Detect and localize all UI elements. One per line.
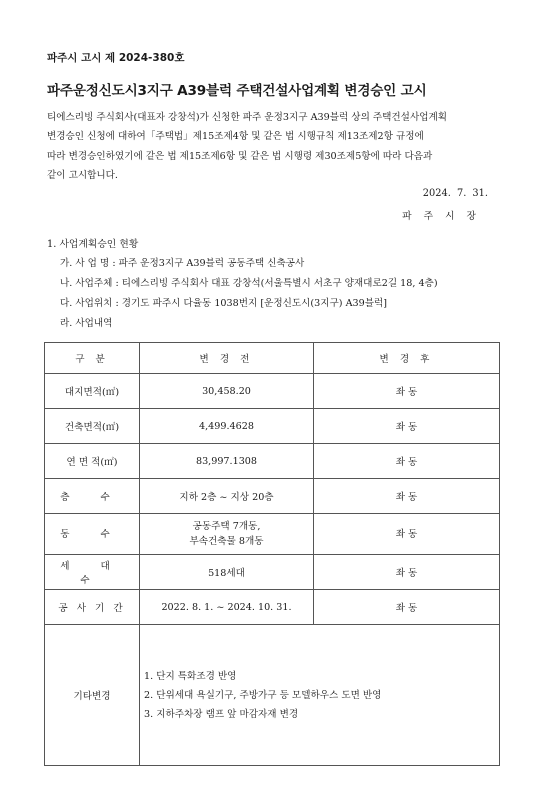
issuer-name: 파주시장 [402,211,488,222]
row-after: 좌 동 [314,590,500,625]
notice-body [47,108,495,186]
header-category: 구 분 [45,343,140,374]
table-header-row [45,343,500,374]
row-before-line: 공동주택 7개동, [192,521,261,532]
header-before: 변 경 전 [140,343,314,374]
row-label: 건축면적(㎡) [45,409,140,444]
row-after: 좌 동 [314,479,500,514]
other-change-item: 1. 단지 특화조경 반영 [144,670,237,682]
project-owner-item: 나. 사업주체 : 티에스리빙 주식회사 대표 강창석(서울특별시 서초구 양재대로2길 18, 4층) [60,278,438,289]
section-heading: 1. 사업계획승인 현황 [47,239,139,250]
row-after: 좌 동 [314,555,500,590]
row-before: 2022. 8. 1. ~ 2024. 10. 31. [140,590,314,625]
other-changes-list [140,625,500,766]
body-line: 따라 변경승인하였기에 같은 법 제15조제6항 및 같은 법 시행령 제30조제5항에 따라 다음과 [47,150,433,162]
project-location-item: 다. 사업위치 : 경기도 파주시 다율동 1038번지 [운정신도시(3지구) A39블럭] [60,298,387,309]
table-row [45,374,500,409]
row-label: 층 수 [45,479,140,514]
row-before-line: 부속건축물 8개동 [189,536,264,547]
row-after: 좌 동 [314,444,500,479]
row-before [140,514,314,555]
table-row [45,590,500,625]
row-after: 좌 동 [314,409,500,444]
other-change-item: 2. 단위세대 욕실기구, 주방가구 등 모델하우스 도면 반영 [144,689,382,701]
table-row [45,555,500,590]
project-name-item: 가. 사 업 명 : 파주 운정3지구 A39블럭 공동주택 신축공사 [60,258,305,269]
table-row-other [45,625,500,766]
header-after: 변 경 후 [314,343,500,374]
table-row [45,479,500,514]
row-before: 30,458.20 [140,374,314,409]
notice-number: 파주시 고시 제 2024-380호 [47,52,185,64]
project-details-table [44,342,500,766]
body-line: 같이 고시합니다. [47,170,118,182]
row-before: 4,499.4628 [140,409,314,444]
row-label: 대지면적(㎡) [45,374,140,409]
document-title: 파주운정신도시3지구 A39블럭 주택건설사업계획 변경승인 고시 [47,83,427,99]
project-details-item: 라. 사업내역 [60,318,113,329]
body-line: 변경승인 신청에 대하여「주택법」제15조제4항 및 같은 법 시행규칙 제13조제2항 규정에 [47,131,424,143]
notice-date: 2024. 7. 31. [422,188,488,199]
row-before: 지하 2층 ~ 지상 20층 [140,479,314,514]
row-label: 세 대 수 [45,555,140,590]
row-label: 공 사 기 간 [45,590,140,625]
row-before: 518세대 [140,555,314,590]
row-label: 연 면 적(㎡) [45,444,140,479]
project-info-list [60,254,438,334]
table-row [45,409,500,444]
row-before: 83,997.1308 [140,444,314,479]
other-change-item: 3. 지하주차장 램프 앞 마감자재 변경 [144,708,299,720]
body-line: 티에스리빙 주식회사(대표자 강창석)가 신청한 파주 운정3지구 A39블럭 상의 주택건설사업계획 [47,112,448,123]
table-row [45,444,500,479]
table-row [45,514,500,555]
row-label: 동 수 [45,514,140,555]
other-label: 기타변경 [45,625,140,766]
row-after: 좌 동 [314,374,500,409]
row-after: 좌 동 [314,514,500,555]
